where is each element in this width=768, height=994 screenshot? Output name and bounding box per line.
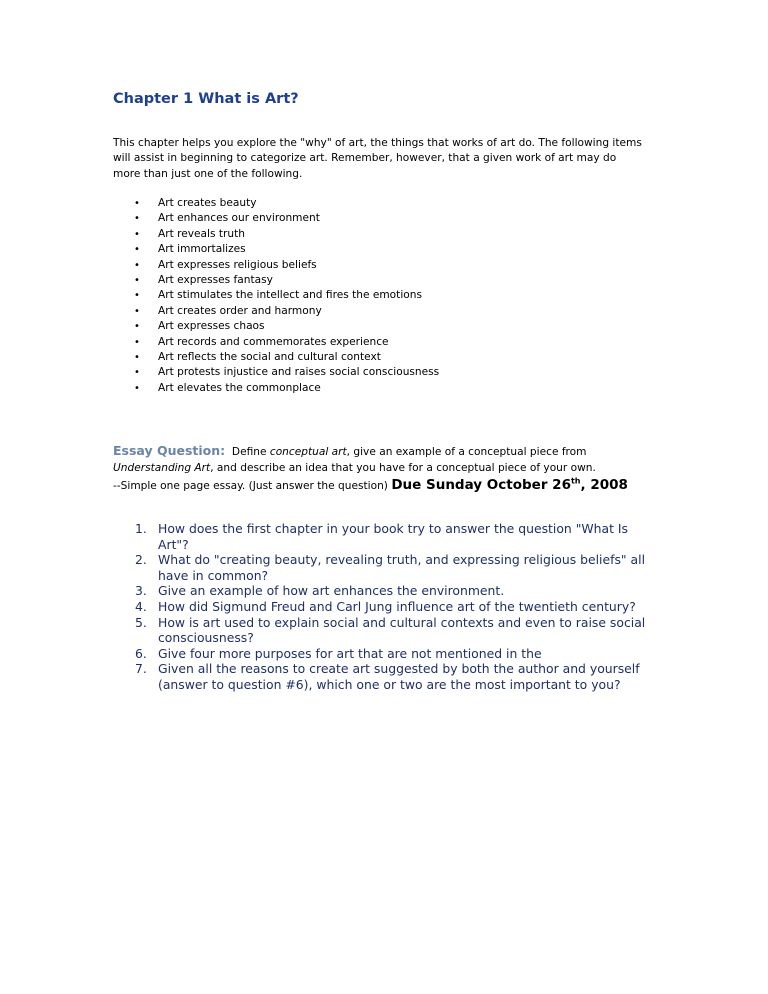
question-text <box>158 521 668 552</box>
essay-question-block <box>113 443 713 495</box>
question-text <box>158 661 668 692</box>
essay-line <box>113 460 713 476</box>
bullet-icon: • <box>134 382 140 394</box>
due-date-year: , 2008 <box>580 477 628 493</box>
bullet-icon: • <box>134 259 140 271</box>
list-item-text: Art records and commemorates experience <box>158 335 389 348</box>
question-text <box>158 552 668 583</box>
question-item <box>113 552 668 583</box>
bullet-icon: • <box>134 198 140 209</box>
list-item-text: Art stimulates the intellect and fires the emotions <box>158 289 422 302</box>
question-line: Given all the reasons to create art suggested by both the author and yourself <box>158 661 640 677</box>
list-item-text: Art enhances our environment <box>158 212 320 225</box>
question-item <box>113 615 668 646</box>
list-item-text: Art expresses chaos <box>158 320 265 333</box>
essay-instructions: --Simple one page essay. (Just answer the question) <box>113 480 388 492</box>
list-item-text: Art reflects the social and cultural context <box>158 350 381 363</box>
bullet-icon: • <box>134 274 140 286</box>
intro-line: will assist in beginning to categorize art. Remember, however, that a given work of art may do <box>113 152 617 165</box>
question-line: have in common? <box>158 567 269 583</box>
due-date-ordinal: th <box>570 476 581 486</box>
question-line: How does the first chapter in your book try to answer the question "What Is <box>158 521 629 536</box>
list-item-text: Art expresses fantasy <box>158 273 273 286</box>
question-number: 1. <box>135 521 147 536</box>
intro-paragraph <box>113 136 673 182</box>
question-number: 3. <box>135 583 147 599</box>
question-item <box>113 599 668 615</box>
bullet-icon: • <box>134 228 140 240</box>
intro-line: This chapter helps you explore the "why" of art, the things that works of art do. The following items <box>113 137 642 149</box>
question-text <box>158 646 668 662</box>
question-text <box>158 599 668 615</box>
bullet-icon: • <box>134 244 140 256</box>
due-date-prefix: Due Sunday October 26 <box>391 477 571 493</box>
bullet-icon: • <box>134 367 140 379</box>
list-item-text: Art protests injustice and raises social consciousness <box>158 366 440 379</box>
question-line: Give four more purposes for art that are not mentioned in the <box>158 645 542 661</box>
chapter-title: Chapter 1 What is Art? <box>113 91 299 107</box>
bullet-icon: • <box>134 321 140 333</box>
essay-term: conceptual art <box>269 446 347 458</box>
intro-line: more than just one of the following. <box>113 167 303 180</box>
question-text <box>158 583 668 599</box>
question-line: (answer to question #6), which one or two are the most important to you? <box>158 676 621 692</box>
bullet-icon: • <box>134 336 140 348</box>
essay-text: Define <box>231 446 270 458</box>
question-item <box>113 661 668 692</box>
question-line: What do "creating beauty, revealing truth, and expressing religious beliefs" all <box>158 552 646 568</box>
question-item <box>113 646 668 662</box>
list-item-text: Art immortalizes <box>158 243 246 256</box>
question-list <box>113 521 668 693</box>
question-number: 7. <box>135 661 147 677</box>
question-item <box>113 583 668 599</box>
list-item-text: Art creates order and harmony <box>158 304 322 317</box>
list-item-text: Art elevates the commonplace <box>158 381 321 394</box>
question-item <box>113 521 668 552</box>
bullet-icon: • <box>134 305 140 317</box>
essay-line <box>113 443 713 460</box>
essay-text: , give an example of a conceptual piece from <box>346 446 587 458</box>
book-title: Understanding Art <box>113 462 211 474</box>
bullet-icon: • <box>134 351 140 363</box>
question-number: 5. <box>135 614 147 630</box>
question-line: consciousness? <box>158 630 254 646</box>
question-line: How is art used to explain social and cultural contexts and even to raise social <box>158 614 646 630</box>
question-line: How did Sigmund Freud and Carl Jung influence art of the twentieth century? <box>158 598 636 614</box>
question-number: 2. <box>135 552 147 568</box>
bullet-icon: • <box>134 290 140 302</box>
question-line: Give an example of how art enhances the environment. <box>158 583 505 599</box>
bullet-icon: • <box>134 213 140 225</box>
essay-question-label: Essay Question: <box>113 443 226 458</box>
question-number: 4. <box>135 598 147 614</box>
due-date <box>391 477 628 493</box>
list-item-text: Art expresses religious beliefs <box>158 258 317 271</box>
essay-line <box>113 476 713 495</box>
question-number: 6. <box>135 645 147 661</box>
question-text <box>158 615 668 646</box>
essay-text: , and describe an idea that you have for a conceptual piece of your own. <box>210 462 596 474</box>
list-item-text: Art reveals truth <box>158 227 245 240</box>
list-item-text: Art creates beauty <box>158 197 257 209</box>
question-line: Art"? <box>158 536 189 552</box>
